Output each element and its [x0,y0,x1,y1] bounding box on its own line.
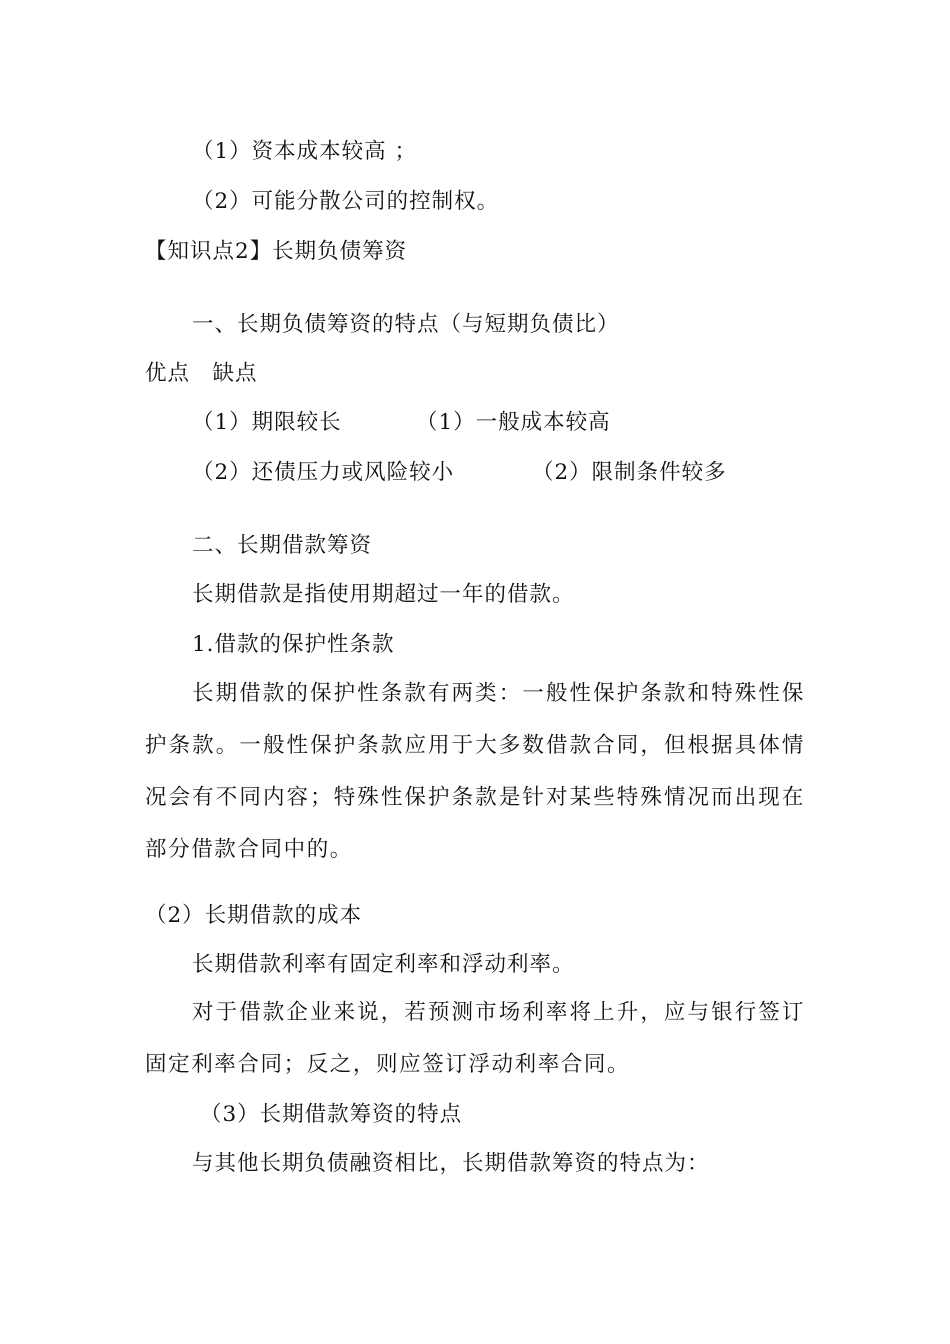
section-heading-knowledge-point-2: 【知识点2】长期负债筹资 [145,239,408,264]
subheading-loan-features: （3）长期借款筹资的特点 [200,1102,463,1127]
list-item-dilute-control: （2）可能分散公司的控制权。 [192,189,500,214]
pro-item-1: （1）期限较长 [192,410,342,435]
con-item-1: （1）一般成本较高 [416,410,611,435]
pros-cons-header: 优点 缺点 [145,361,258,386]
subheading-protective-clauses: 1.借款的保护性条款 [192,632,395,657]
subheading-features: 一、长期负债筹资的特点（与短期负债比） [192,312,620,337]
sentence-features-intro: 与其他长期负债融资相比，长期借款筹资的特点为： [192,1151,710,1176]
subheading-long-term-loan: 二、长期借款筹资 [192,533,373,558]
paragraph-protective-clauses: 长期借款的保护性条款有两类：一般性保护条款和特殊性保护条款。一般性保护条款应用于大多数借款合同，但根据具体情况会有不同内容；特殊性保护条款是针对某些特殊情况而出现在部分借款合同中的。 [145,681,805,862]
paragraph-rate-strategy: 对于借款企业来说，若预测市场利率将上升，应与银行签订固定利率合同；反之，则应签订浮动利率合同。 [145,1000,805,1077]
sentence-interest-rates: 长期借款利率有固定利率和浮动利率。 [192,952,575,977]
list-item-high-cost: （1）资本成本较高 ； [192,139,418,164]
pro-item-2: （2）还债压力或风险较小 [192,460,455,485]
subheading-loan-cost: （2）长期借款的成本 [145,903,363,928]
con-item-2: （2）限制条件较多 [532,460,727,485]
definition-sentence: 长期借款是指使用期超过一年的借款。 [192,582,575,607]
